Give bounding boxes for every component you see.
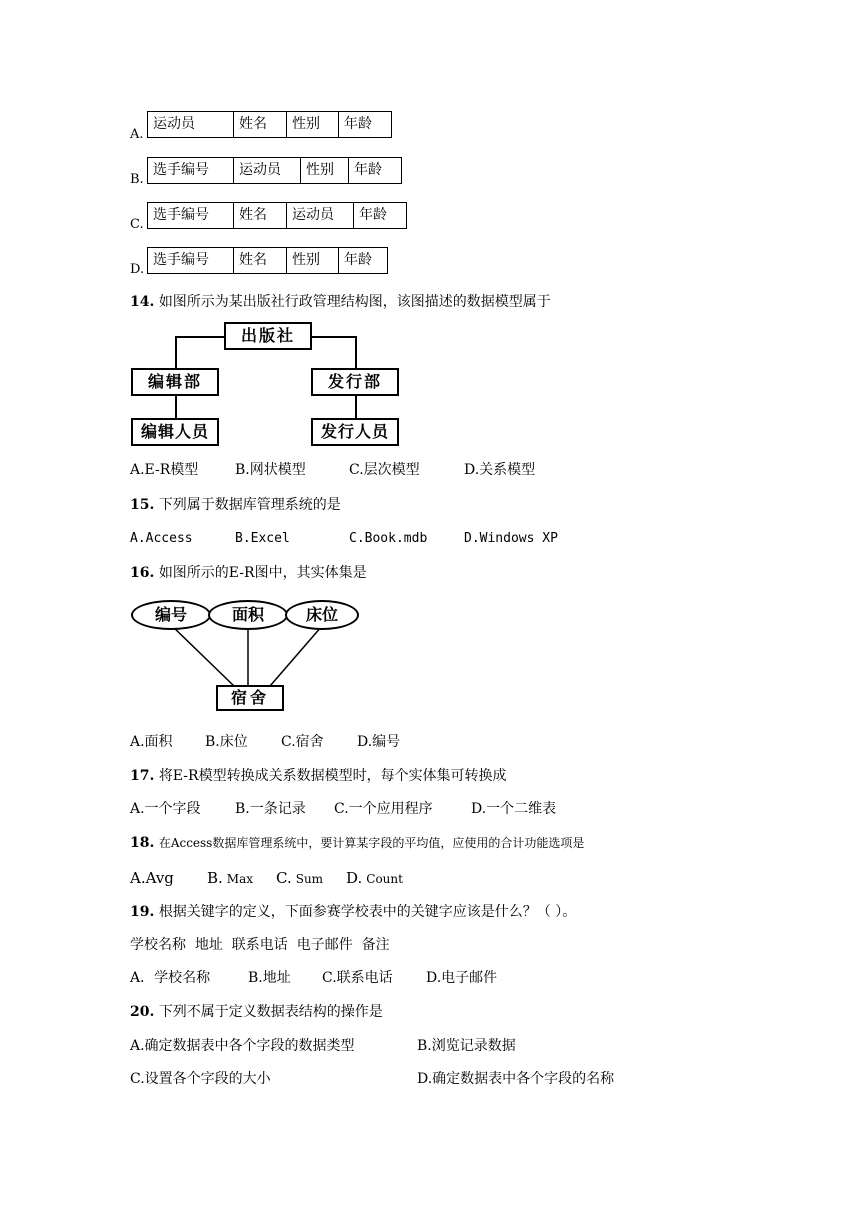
question-text: 下列属于数据库管理系统的是 [158, 497, 341, 513]
option-a: A.面积 [130, 734, 173, 750]
option-c: C.Book.mdb [349, 531, 428, 546]
option-d: D.一个二维表 [471, 801, 557, 817]
option-letter: D. [130, 262, 145, 277]
option-d [346, 869, 403, 888]
option-b: B.Excel [235, 531, 290, 546]
option-d: D.电子邮件 [426, 970, 498, 986]
option-c: C.联系电话 [322, 970, 393, 986]
attribute-ellipse: 床位 [285, 600, 359, 630]
question-text: 如图所示为某出版社行政管理结构图，该图描述的数据模型属于 [158, 294, 551, 310]
question-text: 如图所示的E-R图中，其实体集是 [158, 565, 367, 581]
node-right-staff: 发行人员 [311, 418, 399, 446]
table-cell: 姓名 [234, 248, 287, 273]
node-root: 出版社 [224, 322, 312, 350]
option-b: B.网状模型 [235, 462, 306, 478]
table-cell: 年龄 [344, 252, 372, 268]
q18-stem [130, 834, 584, 852]
table-cell: 性别 [287, 112, 339, 137]
option-a: A.Access [130, 531, 193, 546]
q19-stem [130, 903, 576, 921]
question-text: 根据关键字的定义，下面参赛学校表中的关键字应该是什么？（ ）。 [158, 904, 577, 920]
question-text: 将E-R模型转换成关系数据模型时，每个实体集可转换成 [158, 768, 507, 784]
table-cell: 年龄 [354, 162, 382, 178]
option-a [130, 869, 174, 887]
question-number: 20. [130, 1004, 155, 1020]
question-number: 15. [130, 497, 155, 513]
table-cell: 姓名 [234, 112, 287, 137]
table-cell: 运动员 [148, 112, 234, 137]
question-number: 14. [130, 294, 155, 310]
option-value: Avg [145, 869, 174, 887]
table-cell: 年龄 [344, 116, 372, 132]
entity-box: 宿舍 [216, 685, 284, 711]
table-cell: 运动员 [234, 158, 301, 183]
table-cell: 选手编号 [148, 248, 234, 273]
option-a: A.E-R模型 [130, 462, 199, 478]
table-cell: 选手编号 [148, 158, 234, 183]
option-d: D.确定数据表中各个字段的名称 [417, 1071, 615, 1087]
option-letter: D. [346, 869, 363, 887]
node-left-staff: 编辑人员 [131, 418, 219, 446]
question-number: 16. [130, 565, 155, 581]
option-b: B.床位 [205, 734, 248, 750]
option-d: D.Windows XP [464, 531, 558, 546]
option-c [276, 869, 323, 888]
q19-fields: 学校名称 地址 联系电话 电子邮件 备注 [130, 937, 390, 953]
option-c: C.设置各个字段的大小 [130, 1071, 271, 1087]
table-cell: 运动员 [287, 203, 354, 228]
option-a: A.确定数据表中各个字段的数据类型 [130, 1038, 355, 1054]
table-cell: 年龄 [359, 207, 387, 223]
table-cell: 姓名 [234, 203, 287, 228]
option-letter: A. [130, 869, 146, 887]
option-letter: B. [207, 869, 223, 887]
option-a: A.一个字段 [130, 801, 201, 817]
option-value: Sum [295, 872, 324, 886]
q20-stem [130, 1003, 383, 1021]
question-text: 下列不属于定义数据表结构的操作是 [158, 1004, 383, 1020]
option-a: A．学校名称 [130, 970, 211, 986]
option-value: Count [366, 872, 403, 886]
option-letter: C. [130, 217, 144, 232]
q17-stem [130, 767, 507, 785]
option-letter: A. [130, 127, 144, 142]
table-cell: 性别 [301, 158, 349, 183]
attribute-ellipse: 面积 [208, 600, 288, 630]
option-letter: C. [276, 869, 292, 887]
table-cell: 选手编号 [148, 203, 234, 228]
option-b: B.一条记录 [235, 801, 306, 817]
option-value: Max [226, 872, 254, 886]
table-cell: 性别 [287, 248, 339, 273]
option-c: C.宿舍 [281, 734, 324, 750]
node-left-dept: 编辑部 [131, 368, 219, 396]
question-number: 19. [130, 904, 155, 920]
option-b: B.浏览记录数据 [417, 1038, 516, 1054]
option-c: C.层次模型 [349, 462, 420, 478]
question-text: 在Access数据库管理系统中，要计算某字段的平均值，应使用的合计功能选项是 [158, 836, 585, 850]
question-number: 17. [130, 768, 155, 784]
option-d: D.关系模型 [464, 462, 536, 478]
question-number: 18. [130, 835, 155, 851]
option-b: B.地址 [248, 970, 291, 986]
attribute-ellipse: 编号 [131, 600, 211, 630]
node-right-dept: 发行部 [311, 368, 399, 396]
option-d: D.编号 [357, 734, 401, 750]
option-b [207, 869, 253, 888]
option-letter: B. [130, 172, 144, 187]
option-c: C.一个应用程序 [334, 801, 433, 817]
